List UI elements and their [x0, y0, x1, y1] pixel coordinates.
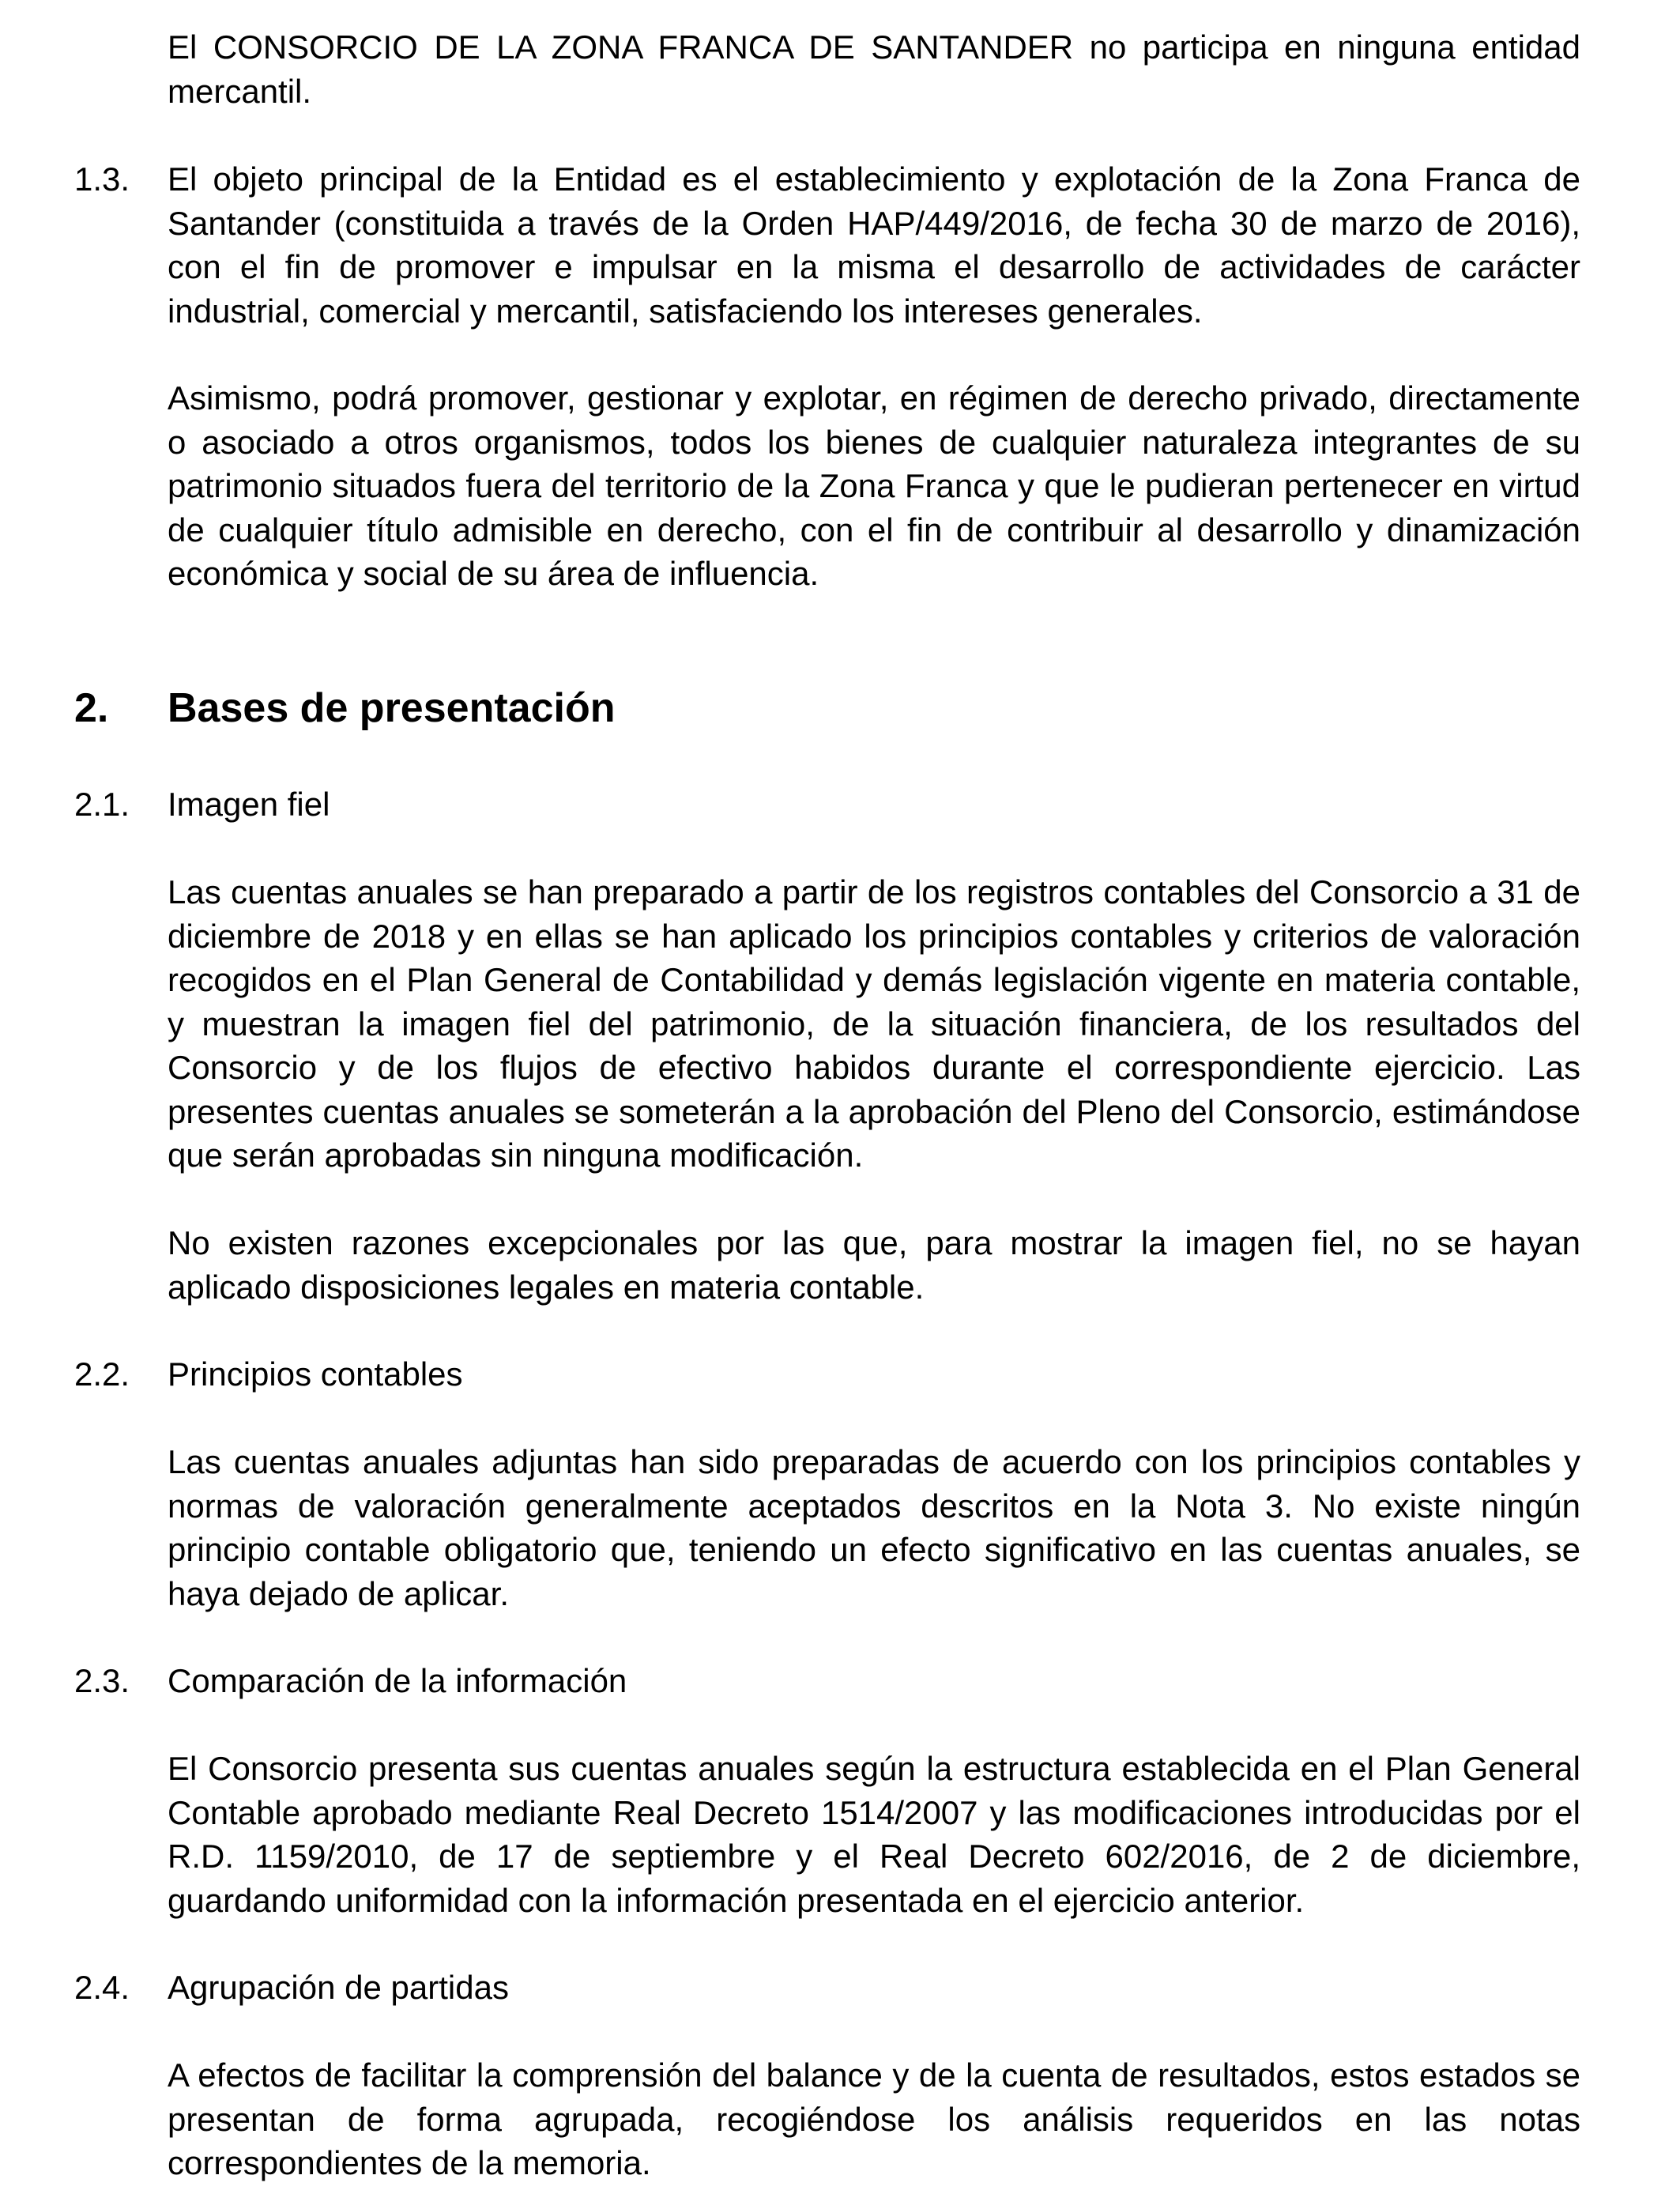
section-2-2-heading: Principios contables	[168, 1355, 463, 1393]
section-1-3-number: 1.3.	[74, 160, 130, 198]
section-2-3-number: 2.3.	[74, 1662, 130, 1699]
section-1-3-paragraph-2: Asimismo, podrá promover, gestionar y explotar, en régimen de derecho privado, directamente o asociado a otros organismos, todos los bienes de cualquier naturaleza integrantes de su patrimonio situados fuera del territorio de la Zona Franca y que le pudieran pertenecer en virtud de cualquier título admisible en derecho, con el fin de contribuir al desarrollo y dinamización económica y social de su área de influencia.	[168, 379, 1580, 592]
section-2-3-heading: Comparación de la información	[168, 1662, 627, 1699]
section-2-1-paragraph-1: Las cuentas anuales se han preparado a partir de los registros contables del Consorcio a 31 de diciembre de 2018 y en ellas se han aplicado los principios contables y criterios de valoración recogidos en el Plan General de Contabilidad y demás legislación vigente en materia contable, y muestran la imagen fiel del patrimonio, de la situación financiera, de los resultados del Consorcio y de los flujos de efectivo habidos durante el correspondiente ejercicio. Las presentes cuentas anuales se someterán a la aprobación del Pleno del Consorcio, estimándose que serán aprobadas sin ninguna modificación.	[168, 873, 1580, 1174]
section-2-4-heading: Agrupación de partidas	[168, 1969, 509, 2006]
section-2-2-number: 2.2.	[74, 1355, 130, 1393]
section-2-3-paragraph-1: El Consorcio presenta sus cuentas anuales según la estructura establecida en el Plan General Contable aprobado mediante Real Decreto 1514/2007 y las modificaciones introducidas por el R.D. 1159/2010, de 17 de septiembre y el Real Decreto 602/2016, de 2 de diciembre, guardando uniformidad con la información presentada en el ejercicio anterior.	[168, 1750, 1580, 1919]
intro-paragraph: El CONSORCIO DE LA ZONA FRANCA DE SANTANDER no participa en ninguna entidad mercantil.	[168, 28, 1580, 110]
section-2-1-number: 2.1.	[74, 786, 130, 823]
section-2-1-paragraph-2: No existen razones excepcionales por las que, para mostrar la imagen fiel, no se hayan aplicado disposiciones legales en materia contable.	[168, 1224, 1580, 1306]
section-2-heading: Bases de presentación	[168, 685, 616, 731]
section-2-number: 2.	[74, 685, 109, 731]
section-2-1-heading: Imagen fiel	[168, 786, 330, 823]
section-2-4-paragraph-1: A efectos de facilitar la comprensión del balance y de la cuenta de resultados, estos estados se presentan de forma agrupada, recogiéndose los análisis requeridos en las notas correspondientes de la memoria.	[168, 2056, 1580, 2181]
section-1-3-paragraph-1: El objeto principal de la Entidad es el establecimiento y explotación de la Zona Franca de Santander (constituida a través de la Orden HAP/449/2016, de fecha 30 de marzo de 2016), con el fin de promover e impulsar en la misma el desarrollo de actividades de carácter industrial, comercial y mercantil, satisfaciendo los intereses generales.	[168, 160, 1580, 330]
section-2-2-paragraph-1: Las cuentas anuales adjuntas han sido preparadas de acuerdo con los principios contables y normas de valoración generalmente aceptados descritos en la Nota 3. No existe ningún principio contable obligatorio que, teniendo un efecto significativo en las cuentas anuales, se haya dejado de aplicar.	[168, 1443, 1580, 1612]
section-2-4-number: 2.4.	[74, 1969, 130, 2006]
